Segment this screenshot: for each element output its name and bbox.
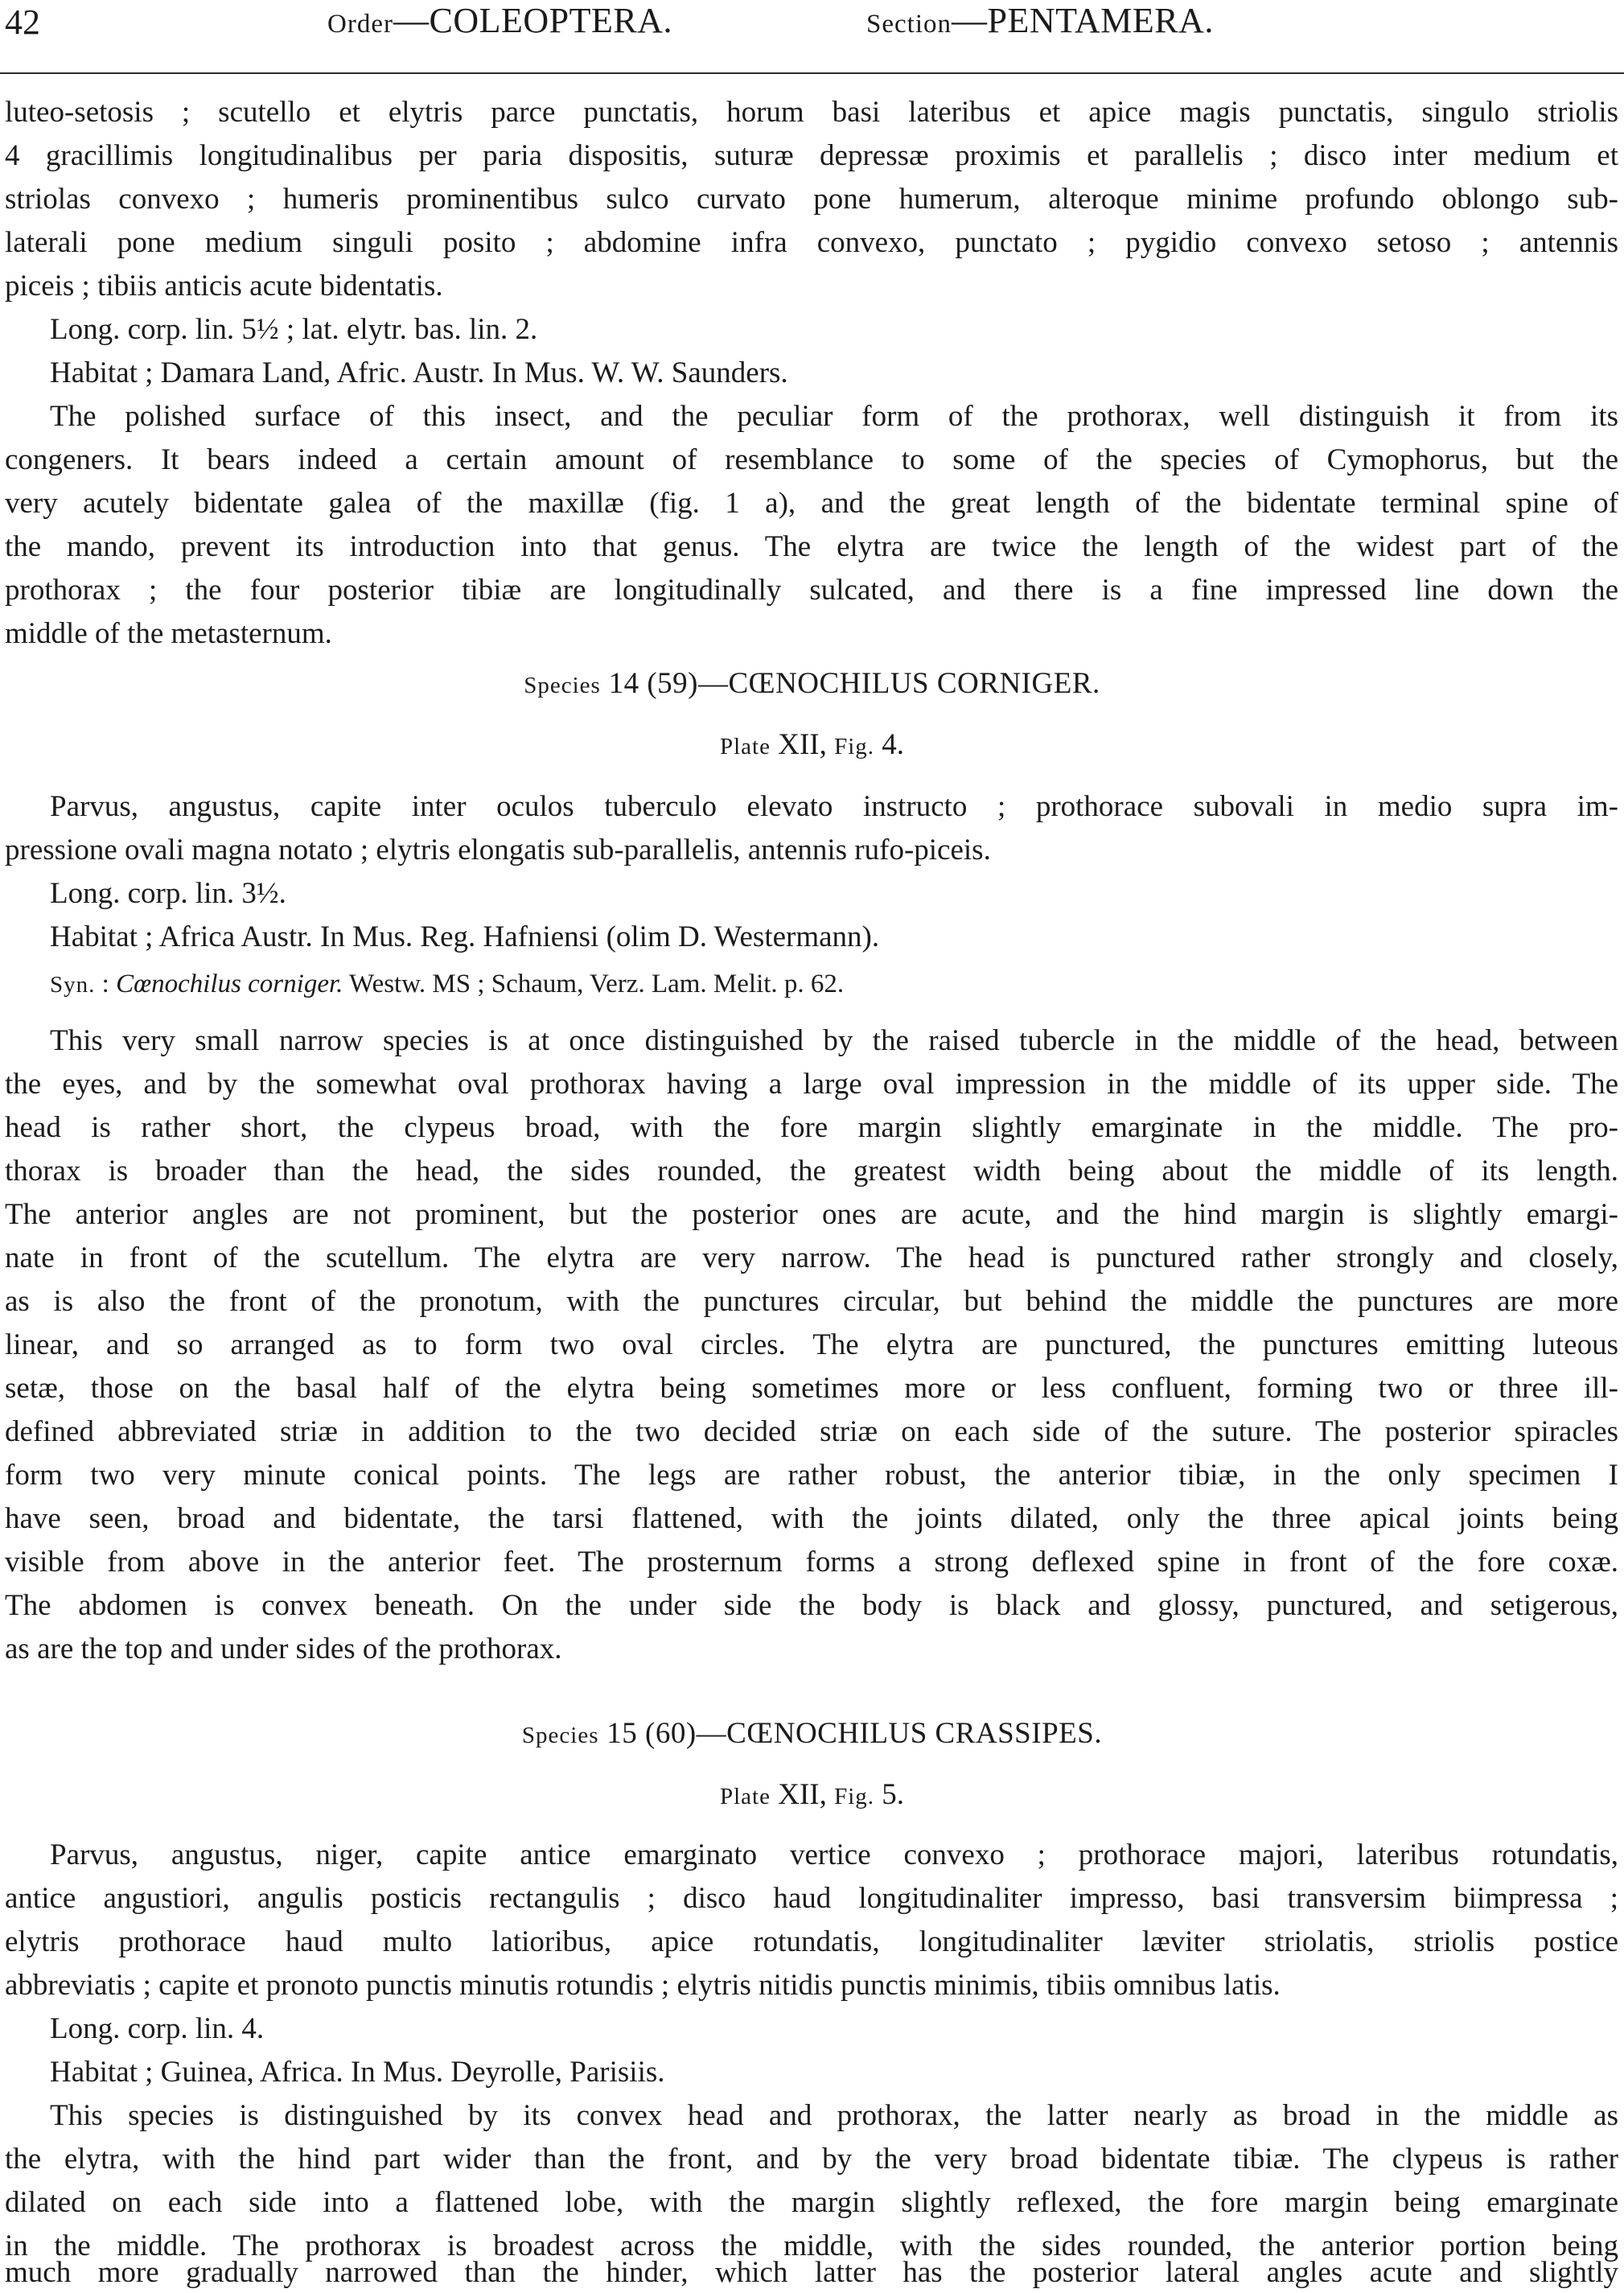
text-line: pressione ovali magna notato ; elytris elongatis sub-parallelis, antennis rufo-piceis. xyxy=(5,834,991,867)
order-name: —COLEOPTERA. xyxy=(393,1,672,40)
fig-label: Fig. xyxy=(834,734,875,760)
syn-name: Cœnochilus corniger. xyxy=(116,969,343,998)
plate-reference xyxy=(0,727,1624,764)
text-line: This very small narrow species is at once distinguished by the raised tubercle in the middle of the head, between xyxy=(50,1024,1618,1057)
section-prefix: Section xyxy=(866,10,952,39)
text-line: much more gradually narrowed than the hinder, which latter has the posterior lateral angles acute and slightly xyxy=(5,2256,1618,2289)
species-heading xyxy=(0,1715,1624,1752)
fig-label: Fig. xyxy=(834,1784,875,1809)
text-line: thorax is broader than the head, the sides rounded, the greatest width being about the middle of its length. xyxy=(5,1155,1618,1188)
text-line: middle of the metasternum. xyxy=(5,617,332,650)
text-line: luteo-setosis ; scutello et elytris parce punctatis, horum basi lateribus et apice magis punctatis, singulo striolis xyxy=(5,96,1618,129)
habitat-line: Habitat ; Africa Austr. In Mus. Reg. Hafniensi (olim D. Westermann). xyxy=(50,920,880,953)
syn-reference: Westw. MS ; Schaum, Verz. Lam. Melit. p. 62. xyxy=(343,969,845,998)
habitat-line: Habitat ; Guinea, Africa. In Mus. Deyrolle, Parisiis. xyxy=(50,2056,665,2089)
text-line: linear, and so arranged as to form two oval circles. The elytra are punctured, the punctures emitting luteous xyxy=(5,1328,1618,1361)
text-line: head is rather short, the clypeus broad, with the fore margin slightly emarginate in the middle. The pro- xyxy=(5,1111,1618,1144)
section-heading xyxy=(866,3,1214,39)
text-line: as is also the front of the pronotum, with the punctures circular, but behind the middle the punctures are more xyxy=(5,1285,1618,1318)
text-line: Parvus, angustus, capite inter oculos tuberculo elevato instructo ; prothorace subovali in medio supra im- xyxy=(50,790,1618,823)
text-line: abbreviatis ; capite et pronoto punctis minutis rotundis ; elytris nitidis punctis minimis, tibiis omnibus latis. xyxy=(5,1969,1281,2002)
text-line: antice angustiori, angulis posticis rectangulis ; disco haud longitudinaliter impresso, basi transversim biimpressa ; xyxy=(5,1882,1618,1915)
text-line: The polished surface of this insect, and the peculiar form of the prothorax, well distinguish it from its xyxy=(50,400,1618,433)
plate-label: Plate xyxy=(719,734,771,760)
text-line: dilated on each side into a flattened lobe, with the margin slightly reflexed, the fore margin being emarginate xyxy=(5,2186,1618,2219)
plate-number: XII, xyxy=(770,728,835,761)
fig-number: 4. xyxy=(874,728,905,761)
species-title: 14 (59)—CŒNOCHILUS CORNIGER. xyxy=(600,667,1100,700)
text-line: as are the top and under sides of the prothorax. xyxy=(5,1632,562,1665)
syn-label: Syn. xyxy=(50,972,96,998)
text-line: This species is distinguished by its convex head and prothorax, the latter nearly as broad in the middle as xyxy=(50,2099,1618,2132)
text-line: in the middle. The prothorax is broadest across the middle, with the sides rounded, the anterior portion being xyxy=(5,2229,1618,2262)
text-line: very acutely bidentate galea of the maxillæ (fig. 1 a), and the great length of the bidentate terminal spine of xyxy=(5,487,1618,520)
text-line: the elytra, with the hind part wider than the front, and by the very broad bidentate tibiæ. The clypeus is rather xyxy=(5,2143,1618,2176)
plate-number: XII, xyxy=(770,1778,835,1811)
fig-number: 5. xyxy=(874,1778,905,1811)
text-line: defined abbreviated striæ in addition to the two decided striæ on each side of the suture. The posterior spiracles xyxy=(5,1415,1618,1448)
text-line: the mando, prevent its introduction into that genus. The elytra are twice the length of the widest part of the xyxy=(5,530,1618,563)
species-heading xyxy=(0,665,1624,702)
habitat-line: Habitat ; Damara Land, Afric. Austr. In Mus. W. W. Saunders. xyxy=(50,356,788,389)
text-line: The anterior angles are not prominent, but the posterior ones are acute, and the hind margin is slightly emargi- xyxy=(5,1198,1618,1231)
text-line: laterali pone medium singuli posito ; abdomine infra convexo, punctato ; pygidio convexo setoso ; antennis xyxy=(5,226,1618,259)
plate-label: Plate xyxy=(719,1784,771,1809)
text-line: prothorax ; the four posterior tibiæ are longitudinally sulcated, and there is a fine impressed line down the xyxy=(5,574,1618,607)
text-line: elytris prothorace haud multo latioribus, apice rotundatis, longitudinaliter læviter striolatis, striolis postice xyxy=(5,1925,1618,1958)
text-line: Parvus, angustus, niger, capite antice emarginato vertice convexo ; prothorace majori, lateribus rotundatis, xyxy=(50,1838,1618,1871)
measurement-line: Long. corp. lin. 3½. xyxy=(50,877,286,910)
plate-reference xyxy=(0,1776,1624,1813)
header-rule xyxy=(0,72,1624,74)
text-line: setæ, those on the basal half of the elytra being sometimes more or less confluent, forming two or three ill- xyxy=(5,1372,1618,1405)
species-title: 15 (60)—CŒNOCHILUS CRASSIPES. xyxy=(598,1717,1103,1750)
section-name: —PENTAMERA. xyxy=(951,1,1214,40)
text-line: have seen, broad and bidentate, the tarsi flattened, with the joints dilated, only the three apical joints being xyxy=(5,1502,1618,1535)
order-prefix: Order xyxy=(327,10,393,39)
text-line: form two very minute conical points. The legs are rather robust, the anterior tibiæ, in the only specimen I xyxy=(5,1459,1618,1492)
text-line: The abdomen is convex beneath. On the under side the body is black and glossy, punctured, and setigerous, xyxy=(5,1589,1618,1622)
page-number: 42 xyxy=(5,2,40,42)
text-line: nate in front of the scutellum. The elytra are very narrow. The head is punctured rather strongly and closely, xyxy=(5,1241,1618,1274)
syn-colon: : xyxy=(95,969,117,998)
text-line: congeners. It bears indeed a certain amount of resemblance to some of the species of Cymophorus, but the xyxy=(5,443,1618,476)
running-header xyxy=(0,0,1624,76)
text-line: striolas convexo ; humeris prominentibus sulco curvato pone humerum, alteroque minime profundo oblongo sub- xyxy=(5,183,1618,216)
species-label: Species xyxy=(524,673,601,698)
measurement-line: Long. corp. lin. 5½ ; lat. elytr. bas. lin. 2. xyxy=(50,313,538,346)
synonymy-line xyxy=(50,965,1618,1002)
text-line: visible from above in the anterior feet. The prosternum forms a strong deflexed spine in front of the fore coxæ. xyxy=(5,1546,1618,1579)
text-line: the eyes, and by the somewhat oval prothorax having a large oval impression in the middle of its upper side. The xyxy=(5,1068,1618,1101)
order-heading xyxy=(327,3,672,39)
text-line: 4 gracillimis longitudinalibus per paria dispositis, suturæ depressæ proximis et parallelis ; disco inter medium et xyxy=(5,139,1618,172)
species-label: Species xyxy=(521,1723,599,1748)
measurement-line: Long. corp. lin. 4. xyxy=(50,2012,265,2045)
text-line: piceis ; tibiis anticis acute bidentatis. xyxy=(5,270,443,303)
